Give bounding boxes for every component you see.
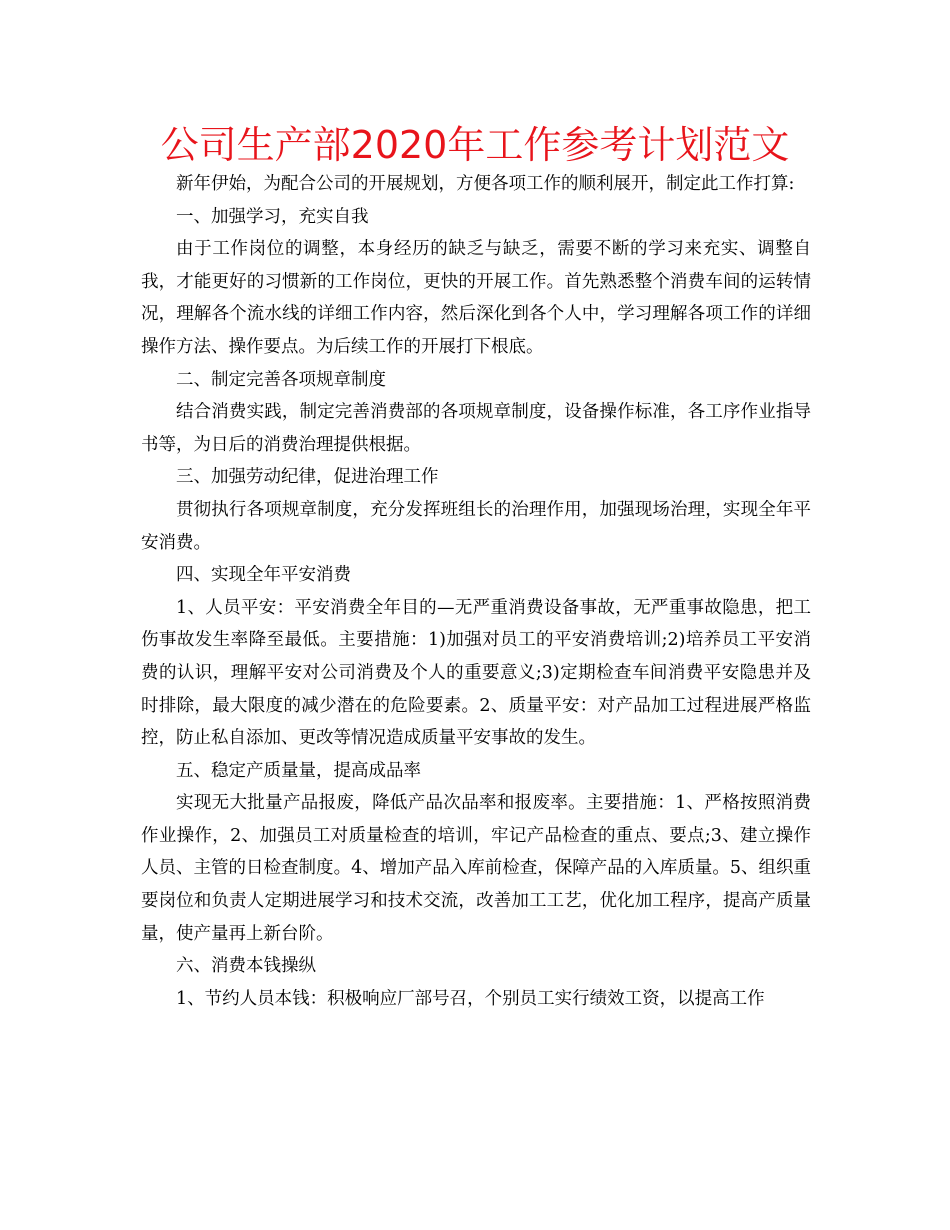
heading-section-6: 六、消费本钱操纵 [176, 956, 316, 977]
heading-section-4: 四、实现全年平安消费 [176, 565, 351, 586]
heading-section-2: 二、制定完善各项规章制度 [176, 369, 386, 390]
document-body [141, 168, 811, 1015]
paragraph-section-4: 1、人员平安：平安消费全年目的—无严重消费设备事故，无严重事故隐患，把工伤事故发生率降至最低。主要措施：1)加强对员工的平安消费培训;2)培养员工平安消费的认识，理解平安对公司消费及个人的重要意义;3)定期检查车间消费平安隐患并及时排除，最大限度的减少潜在的危险要素。2、质量平安：对产品加工过程进展严格监控，防止私自添加、更改等情况造成质量平安事故的发生。 [141, 597, 811, 749]
heading-section-1: 一、加强学习，充实自我 [176, 206, 369, 227]
paragraph-section-5: 实现无大批量产品报废，降低产品次品率和报废率。主要措施：1、严格按照消费作业操作，2、加强员工对质量检查的培训，牢记产品检查的重点、要点;3、建立操作人员、主管的日检查制度。4、增加产品入库前检查，保障产品的入库质量。5、组织重要岗位和负责人定期进展学习和技术交流，改善加工工艺，优化加工程序，提高产质量量，使产量再上新台阶。 [141, 793, 811, 944]
document-title: 公司生产部2020年工作参考计划范文 [160, 123, 790, 167]
heading-section-5: 五、稳定产质量量，提高成品率 [176, 760, 421, 781]
paragraph-section-2: 结合消费实践，制定完善消费部的各项规章制度，设备操作标准，各工序作业指导书等，为日后的消费治理提供根据。 [141, 402, 811, 455]
paragraph-section-6: 1、节约人员本钱：积极响应厂部号召，个别员工实行绩效工资，以提高工作 [176, 988, 765, 1009]
heading-section-3: 三、加强劳动纪律，促进治理工作 [176, 467, 439, 488]
paragraph-section-3: 贯彻执行各项规章制度，充分发挥班组长的治理作用，加强现场治理，实现全年平安消费。 [141, 499, 811, 553]
paragraph-intro: 新年伊始，为配合公司的开展规划，方便各项工作的顺利展开，制定此工作打算: [176, 174, 795, 194]
paragraph-section-1: 由于工作岗位的调整，本身经历的缺乏与缺乏，需要不断的学习来充实、调整自我，才能更好的习惯新的工作岗位，更快的开展工作。首先熟悉整个消费车间的运转情况，理解各个流水线的详细工作内容，然后深化到各个人中，学习理解各项工作的详细操作方法、操作要点。为后续工作的开展打下根底。 [141, 239, 811, 357]
